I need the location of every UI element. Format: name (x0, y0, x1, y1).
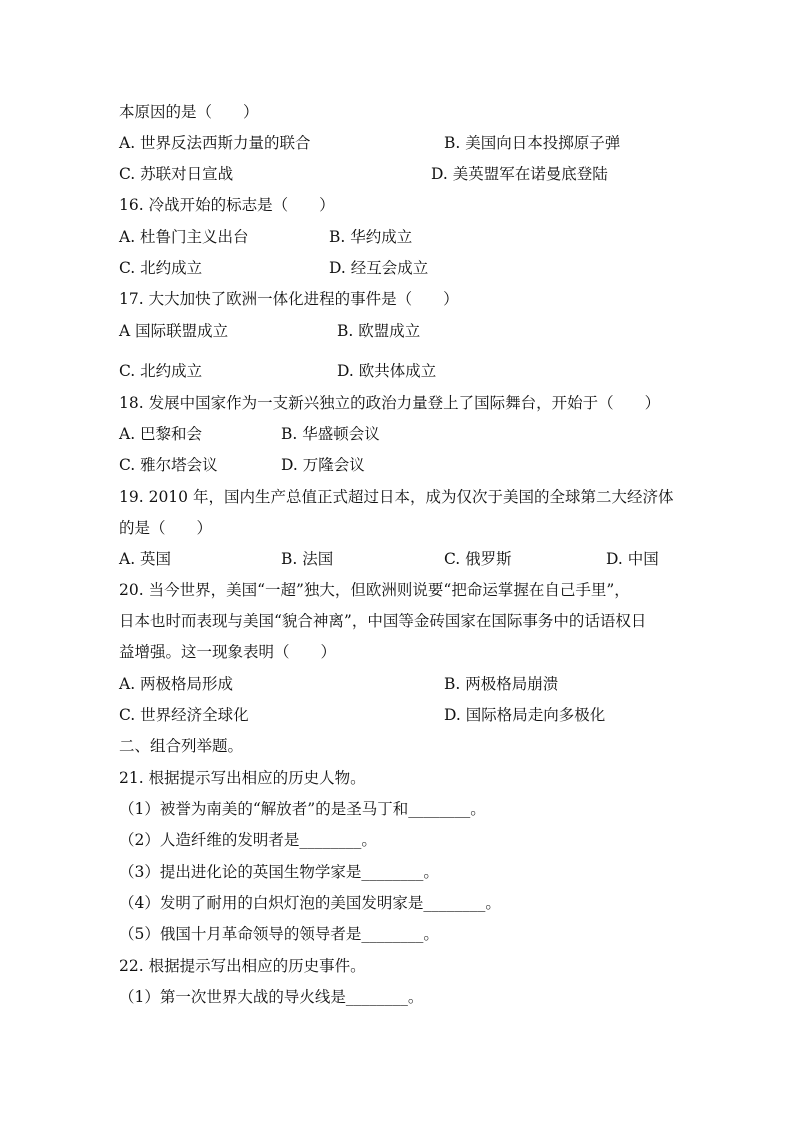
q20-option-a: A. 两极格局形成 (119, 675, 234, 693)
q15-stem-tail: 本原因的是（ ） (119, 103, 259, 121)
q17-option-a: A 国际联盟成立 (119, 322, 229, 340)
q21-item-5: （5）俄国十月革命领导的领导者是________。 (119, 925, 439, 943)
q19-option-c: C. 俄罗斯 (444, 550, 512, 568)
q18-stem: 18. 发展中国家作为一支新兴独立的政治力量登上了国际舞台，开始于（ ） (119, 394, 661, 412)
q21-stem: 21. 根据提示写出相应的历史人物。 (119, 769, 366, 787)
q19-stem-line2: 的是（ ） (119, 519, 213, 537)
q18-option-a: A. 巴黎和会 (119, 425, 203, 443)
q16-option-a: A. 杜鲁门主义出台 (119, 228, 249, 246)
q16-option-c: C. 北约成立 (119, 259, 203, 277)
q15-option-b: B. 美国向日本投掷原子弹 (444, 134, 621, 152)
q20-stem-line3: 益增强。这一现象表明（ ） (119, 643, 337, 661)
q19-stem-line1: 19. 2010 年，国内生产总值正式超过日本，成为仅次于美国的全球第二大经济体 (119, 488, 674, 506)
q20-option-b: B. 两极格局崩溃 (444, 675, 559, 693)
q21-item-4: （4）发明了耐用的白炽灯泡的美国发明家是________。 (119, 894, 501, 912)
q20-stem-line2: 日本也时而表现与美国“貌合神离”，中国等金砖国家在国际事务中的话语权日 (119, 612, 647, 630)
q19-option-d: D. 中国 (606, 550, 659, 568)
q18-option-c: C. 雅尔塔会议 (119, 456, 218, 474)
q19-option-b: B. 法国 (281, 550, 334, 568)
q20-option-d: D. 国际格局走向多极化 (444, 706, 606, 724)
q17-option-b: B. 欧盟成立 (337, 322, 421, 340)
q18-option-d: D. 万隆会议 (281, 456, 365, 474)
q22-stem: 22. 根据提示写出相应的历史事件。 (119, 957, 366, 975)
q18-option-b: B. 华盛顿会议 (281, 425, 380, 443)
q15-option-a: A. 世界反法西斯力量的联合 (119, 134, 311, 152)
q21-item-1: （1）被誉为南美的“解放者”的是圣马丁和________。 (119, 800, 486, 818)
q16-stem: 16. 冷战开始的标志是（ ） (119, 196, 335, 214)
q20-stem-line1: 20. 当今世界，美国“一超”独大，但欧洲则说要“把命运掌握在自己手里”， (119, 581, 630, 599)
q21-item-3: （3）提出进化论的英国生物学家是________。 (119, 863, 439, 881)
q22-item-1: （1）第一次世界大战的导火线是________。 (119, 988, 424, 1006)
section-2-title: 二、组合列举题。 (119, 737, 244, 755)
q19-option-a: A. 英国 (119, 550, 172, 568)
q16-option-b: B. 华约成立 (329, 228, 413, 246)
q17-option-d: D. 欧共体成立 (337, 362, 437, 380)
q17-option-c: C. 北约成立 (119, 362, 203, 380)
q20-option-c: C. 世界经济全球化 (119, 706, 249, 724)
q21-item-2: （2）人造纤维的发明者是________。 (119, 831, 377, 849)
q16-option-d: D. 经互会成立 (329, 259, 429, 277)
q17-stem: 17. 大大加快了欧洲一体化进程的事件是（ ） (119, 290, 459, 308)
q15-option-d: D. 美英盟军在诺曼底登陆 (431, 165, 608, 183)
q15-option-c: C. 苏联对日宣战 (119, 165, 234, 183)
